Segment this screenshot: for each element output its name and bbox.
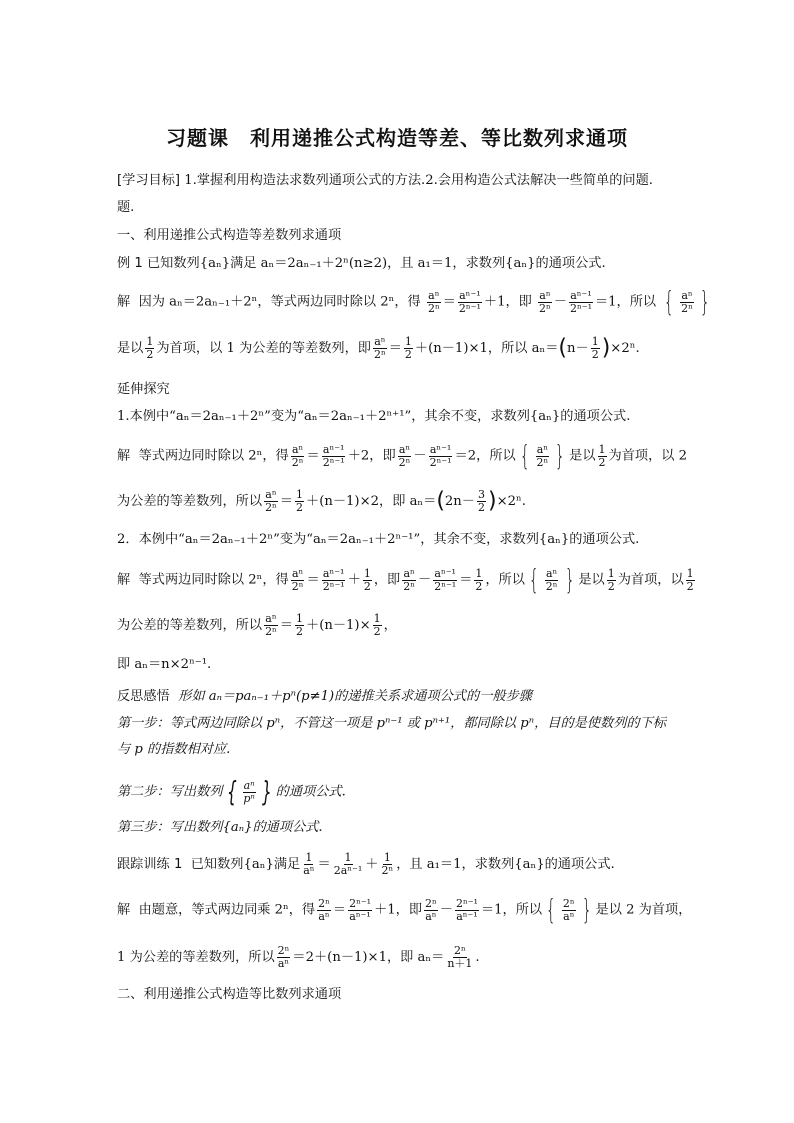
example-text: 已知数列{aₙ}满足 aₙ＝2aₙ₋₁＋2ⁿ(n≥2)，且 a₁＝1，求数列{aₙ}的通项公式.: [146, 256, 606, 271]
solution-label: 解: [117, 294, 131, 310]
step-1: 第一步：等式两边同除以 pⁿ，不管这一项是 pⁿ⁻¹ 或 pⁿ⁺¹，都同除以 pⁿ，目的是使数列的下标: [117, 716, 666, 731]
equals: ＝: [279, 618, 294, 633]
denominator: 2: [478, 501, 485, 514]
denominator: 2: [404, 348, 412, 361]
fraction: [264, 489, 278, 514]
denominator: 2aⁿ⁻¹: [333, 864, 363, 877]
fraction: [291, 568, 305, 593]
numerator: 1: [598, 442, 606, 456]
denominator: 2ⁿ: [373, 348, 386, 361]
training-1: [117, 852, 683, 877]
solution-text: 为公差的等差数列，所以: [117, 494, 263, 509]
step-text: 第二步：写出数列: [117, 784, 223, 800]
solution-text: ，: [383, 618, 397, 633]
fraction: [333, 852, 364, 877]
denominator: aⁿ: [425, 909, 437, 923]
denominator: 2ⁿ: [291, 455, 304, 469]
fraction: [398, 444, 412, 469]
numerator: aⁿ⁻¹: [322, 566, 345, 580]
equals: ＝: [306, 572, 320, 588]
denominator: 2ⁿ: [545, 579, 558, 593]
denominator: 2: [607, 579, 615, 593]
numerator: 1: [591, 335, 599, 348]
fraction: [474, 568, 483, 593]
solution-text: ，所以: [485, 572, 525, 588]
sequence-braces: { $\frac{\text{aⁿ}}{\text{2ⁿ}}$ }: [528, 563, 575, 596]
reflection: [117, 688, 683, 706]
solution-text: ×2ⁿ.: [610, 341, 640, 356]
minus: －: [439, 902, 453, 918]
minus: －: [553, 294, 567, 310]
numerator: 1: [404, 335, 412, 348]
fraction: [598, 444, 607, 469]
fraction: [424, 898, 438, 923]
fraction: [277, 945, 291, 970]
equals: ＝: [459, 572, 473, 588]
denominator: 2ⁿ⁻¹: [322, 579, 345, 593]
fraction: [458, 290, 482, 315]
numerator: aⁿ⁻¹: [322, 442, 345, 456]
solution-text: ＋(n－1)×1，所以 aₙ＝: [414, 341, 559, 356]
denominator: 2ⁿ⁻¹: [434, 579, 457, 593]
plus: ＋: [347, 572, 361, 588]
solution-text: ＋1，即: [483, 294, 532, 310]
numerator: aⁿ: [539, 288, 551, 302]
solution-text: ＝1，所以: [594, 294, 657, 310]
fraction: [569, 290, 593, 315]
numerator: 1: [607, 566, 615, 580]
solution-text: ＝2，所以: [454, 448, 516, 464]
fraction: [446, 945, 473, 970]
numerator: aⁿ: [545, 566, 558, 580]
solution-label: 解: [117, 448, 131, 464]
numerator: aⁿ: [374, 335, 386, 348]
fraction: [429, 444, 453, 469]
numerator: 1: [296, 612, 304, 625]
fraction: [373, 613, 382, 638]
fraction: [291, 444, 305, 469]
fraction: [322, 568, 346, 593]
step-2: [117, 775, 683, 808]
goal-label: [学习目标]: [117, 173, 181, 188]
denominator: 2: [598, 455, 606, 469]
fraction: [302, 852, 315, 877]
equals: ＝: [279, 494, 294, 509]
equals: ＝: [388, 341, 402, 356]
extension-title: 延伸探究: [117, 382, 170, 397]
numerator: aⁿ⁻¹: [429, 442, 452, 456]
training-label: 跟踪训练 1: [117, 857, 183, 872]
fraction: [373, 336, 387, 361]
solution-text: ，即: [373, 572, 401, 588]
denominator: 2ⁿ⁻¹: [458, 301, 481, 315]
numerator: 2ⁿ: [453, 944, 466, 957]
numerator: 2ⁿ: [318, 896, 330, 910]
numerator: aⁿ: [403, 566, 415, 580]
paren-text: n－: [567, 341, 589, 356]
denominator: 2ⁿ⁻¹: [322, 455, 345, 469]
solution-label: 解: [117, 902, 131, 918]
ext2-solution-result: 即 aₙ＝n×2ⁿ⁻¹.: [117, 657, 212, 672]
denominator: 2ⁿ: [265, 625, 277, 638]
denominator: 2: [686, 579, 694, 593]
ex1-solution-line-1: [117, 285, 710, 318]
denominator: 2: [296, 501, 304, 514]
numerator: aⁿ: [681, 288, 693, 302]
sequence-braces: { $\frac{\text{aⁿ}}{\text{pⁿ}}$ }: [226, 775, 272, 808]
solution-text: ＋(n－1)×2，即 aₙ＝: [306, 494, 437, 509]
extension-2-text: 2．本例中“aₙ＝2aₙ₋₁＋2ⁿ”变为“aₙ＝2aₙ₋₁＋2ⁿ⁻¹”，其余不变，求数列{aₙ}的通项公式.: [117, 532, 640, 547]
fraction: [607, 568, 616, 593]
fraction: [591, 336, 600, 361]
numerator: 3: [478, 488, 485, 501]
denominator: aⁿ: [318, 909, 330, 923]
fraction: [264, 613, 278, 638]
numerator: 1: [344, 851, 352, 864]
minus: －: [418, 572, 432, 588]
step-text: 的通项公式.: [275, 784, 346, 800]
solution-text: 为首项，以 2: [608, 448, 688, 464]
fraction: [322, 444, 346, 469]
paren-text: 2n－: [444, 494, 475, 509]
fraction: [477, 489, 486, 514]
fraction: [402, 568, 416, 593]
minus: －: [413, 448, 427, 464]
numerator: 2ⁿ⁻¹: [455, 896, 478, 910]
fraction: [380, 852, 394, 877]
ext2-solution-line-1: [117, 563, 694, 596]
numerator: aⁿ: [291, 566, 304, 580]
denominator: 2: [146, 348, 154, 361]
solution-label: 解: [117, 572, 131, 588]
fraction: [433, 568, 457, 593]
numerator: 1: [146, 335, 154, 348]
example-1: [117, 255, 683, 273]
denominator: 2: [475, 579, 483, 593]
numerator: 2ⁿ: [425, 896, 437, 910]
example-label: 例 1: [117, 256, 143, 271]
numerator: aⁿ⁻¹: [570, 288, 592, 302]
denominator: 2: [296, 625, 304, 638]
solution-text: 是以: [569, 448, 596, 464]
solution-text: 等式两边同时除以 2ⁿ，得: [138, 572, 289, 588]
training-solution-line-1: [117, 893, 692, 926]
fraction: [363, 568, 372, 593]
denominator: 2: [373, 625, 381, 638]
numerator: 1: [475, 566, 483, 580]
fraction: [538, 290, 552, 315]
learning-goals: [117, 172, 683, 190]
denominator: 2ⁿ: [536, 455, 549, 469]
denominator: aⁿ: [277, 957, 290, 970]
denominator: 2: [591, 348, 599, 361]
solution-text: 是以: [117, 341, 144, 356]
solution-text: ＋(n－1)×: [306, 618, 371, 633]
numerator: aⁿ: [265, 612, 277, 625]
solution-text: ＝1，所以: [480, 902, 543, 918]
solution-text: 是以: [578, 572, 605, 588]
numerator: aⁿ: [398, 442, 411, 456]
numerator: aⁿ⁻¹: [434, 566, 456, 580]
numerator: 1: [383, 851, 391, 864]
solution-text: ＋1，即: [374, 902, 423, 918]
denominator: 2ⁿ: [427, 301, 440, 315]
denominator: 2ⁿ: [381, 864, 394, 877]
fraction: [686, 568, 695, 593]
numerator: aⁿ: [428, 288, 440, 302]
solution-text: 1 为公差的等差数列，所以: [117, 950, 275, 965]
numerator: 1: [305, 851, 313, 864]
denominator: 2ⁿ: [398, 455, 411, 469]
denominator: aⁿ: [303, 864, 315, 877]
solution-text: 等式两边同时除以 2ⁿ，得: [138, 448, 289, 464]
denominator: 2ⁿ⁻¹: [570, 301, 592, 315]
page-title: 习题课 利用递推公式构造等差、等比数列求通项: [166, 126, 628, 150]
denominator: n＋1: [447, 957, 473, 970]
solution-text: 是以 2 为首项，: [595, 902, 692, 918]
step-1-wrap: 与 p 的指数相对应.: [117, 742, 231, 757]
equals: ＝: [442, 294, 456, 310]
ext1-solution-line-2: 为公差的等差数列，所以 $\frac{\text{aⁿ}}{\text{2ⁿ}}$ ＝ $\frac{1}{2}$ ＋(n－1)×2，即 aₙ＝(2n－ $\frac{3}{2}$ )×2ⁿ.: [117, 488, 526, 514]
solution-text: ＝2＋(n－1)×1，即 aₙ＝: [292, 950, 445, 965]
sequence-braces: { $\frac{\text{aⁿ}}{\text{2ⁿ}}$ }: [664, 285, 710, 318]
solution-text: 由题意，等式两边同乘 2ⁿ，得: [138, 902, 316, 918]
denominator: 2ⁿ⁻¹: [429, 455, 452, 469]
solution-text: ＋2，即: [347, 448, 396, 464]
equals: ＝: [317, 857, 331, 872]
denominator: 2ⁿ: [291, 579, 304, 593]
fraction: [455, 898, 479, 923]
denominator: 2ⁿ: [681, 301, 693, 315]
fraction: [427, 290, 441, 315]
training-text: ，且 a₁＝1，求数列{aₙ}的通项公式.: [396, 857, 615, 872]
solution-text: 为首项，以: [617, 572, 684, 588]
fraction: [317, 898, 331, 923]
fraction: [404, 336, 413, 361]
sequence-braces: { $\frac{\text{aⁿ}}{\text{2ⁿ}}$ }: [519, 439, 566, 472]
denominator: aⁿ: [563, 909, 575, 923]
equals: ＝: [332, 902, 347, 918]
denominator: 2: [363, 579, 371, 593]
denominator: 2ⁿ: [265, 501, 277, 514]
solution-text: ×2ⁿ.: [496, 494, 526, 509]
numerator: aⁿ: [291, 442, 304, 456]
sequence-braces: { $\frac{\text{2ⁿ}}{\text{aⁿ}}$ }: [546, 893, 592, 926]
denominator: aⁿ⁻¹: [456, 909, 478, 923]
denominator: pⁿ: [243, 791, 255, 805]
numerator: aⁿ⁻¹: [459, 288, 481, 302]
solution-text: 为首项，以 1 为公差的等差数列，即: [156, 341, 371, 356]
reflection-label: 反思感悟: [117, 689, 170, 704]
numerator: aⁿ: [536, 442, 549, 456]
denominator: 2ⁿ: [403, 579, 416, 593]
goal-text: 1.掌握利用构造法求数列通项公式的方法.2.会用构造公式法解决一些简单的问题.: [184, 173, 653, 188]
ex1-solution-line-2: 是以 $\frac{1}{2}$ 为首项，以 1 为公差的等差数列，即 $\frac{\text{aⁿ}}{\text{2ⁿ}}$ ＝ $\frac{1}{2}$ ＋(n－1)×1，所以 aₙ＝(n－ $\frac{1}{2}$ )×2ⁿ.: [117, 335, 640, 361]
plus: ＋: [365, 857, 379, 872]
denominator: aⁿ⁻¹: [349, 909, 371, 923]
numerator: 2ⁿ: [562, 896, 575, 910]
ext2-solution-line-2: [117, 613, 683, 638]
goal-text-wrap: 题.: [117, 200, 135, 215]
ext1-solution-line-1: [117, 439, 688, 472]
section-heading-2: 二、利用递推公式构造等比数列求通项: [117, 987, 342, 1002]
numerator: 1: [363, 566, 371, 580]
fraction: [295, 489, 304, 514]
solution-text: 为公差的等差数列，所以: [117, 618, 263, 633]
solution-text: 因为 aₙ＝2aₙ₋₁＋2ⁿ，等式两边同时除以 2ⁿ，得: [138, 294, 421, 310]
numerator: 1: [296, 488, 304, 501]
reflection-text: 形如 aₙ＝paₙ₋₁＋pⁿ(p≠1)的递推关系求通项公式的一般步骤: [178, 689, 532, 704]
fraction: [295, 613, 304, 638]
fraction: [145, 336, 154, 361]
numerator: aⁿ: [265, 488, 277, 501]
numerator: 1: [373, 612, 381, 625]
numerator: 1: [686, 566, 694, 580]
numerator: aⁿ: [243, 778, 255, 792]
fraction: [348, 898, 372, 923]
section-heading-1: 一、利用递推公式构造等差数列求通项: [117, 228, 342, 243]
training-solution-line-2: 1 为公差的等差数列，所以 $\frac{\text{2ⁿ}}{\text{aⁿ}}$ ＝2＋(n－1)×1，即 aₙ＝ $\frac{\text{2ⁿ}}{n+1}$ .: [117, 944, 480, 970]
equals: ＝: [306, 448, 320, 464]
numerator: 2ⁿ⁻¹: [349, 896, 372, 910]
denominator: 2ⁿ: [539, 301, 551, 315]
step-3: 第三步：写出数列{aₙ}的通项公式.: [117, 820, 323, 835]
numerator: 2ⁿ: [277, 944, 290, 957]
extension-1-text: 1.本例中“aₙ＝2aₙ₋₁＋2ⁿ”变为“aₙ＝2aₙ₋₁＋2ⁿ⁺¹”，其余不变，求数列{aₙ}的通项公式.: [117, 409, 631, 424]
training-text: 已知数列{aₙ}满足: [190, 857, 301, 872]
